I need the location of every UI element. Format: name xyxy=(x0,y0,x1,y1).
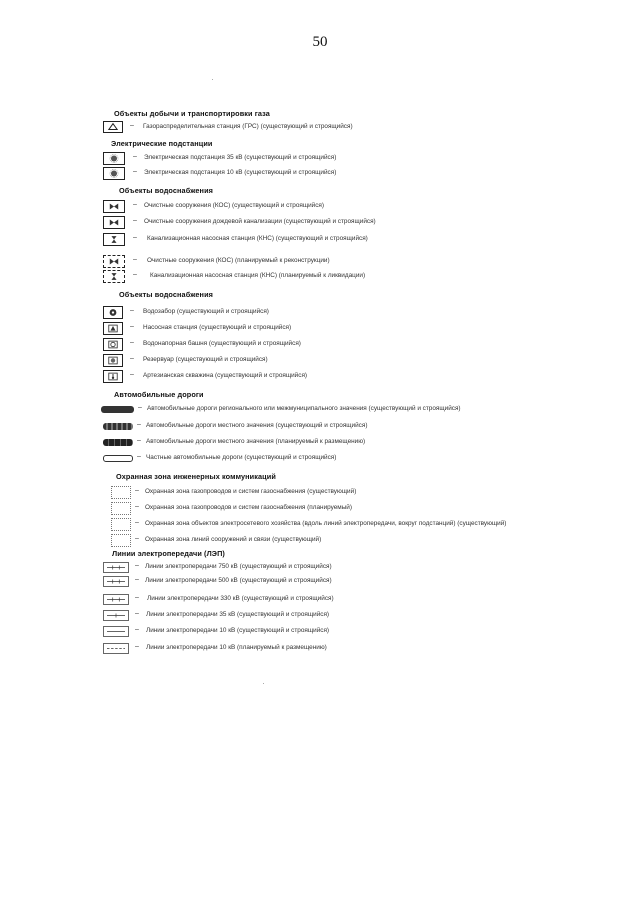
hourglass-icon xyxy=(103,233,125,246)
legend-dash: – xyxy=(138,404,142,411)
legend-dash: – xyxy=(133,201,137,208)
section-title-power-lines: Линии электропередачи (ЛЭП) xyxy=(112,549,225,558)
legend-label: Очистные сооружения (КОС) (планируемый к реконструкции) xyxy=(147,257,330,264)
legend-label: Канализационная насосная станция (КНС) (существующий и строящийся) xyxy=(147,235,368,242)
legend-label: Охранная зона газопроводов и систем газоснабжения (планируемый) xyxy=(145,504,352,511)
legend-label: Автомобильные дороги регионального или межмуниципального значения (существующий и строящийся) xyxy=(147,405,461,412)
power-line-icon xyxy=(103,576,129,587)
zone-dotted-icon xyxy=(111,534,131,547)
legend-label: Газораспределительная станция (ГРС) (существующий и строящийся) xyxy=(143,123,353,130)
legend-label: Охранная зона объектов электросетевого хозяйства (вдоль линий электропередачи, вокруг подстанций) (существующий) xyxy=(145,520,507,527)
legend-dash: – xyxy=(135,626,139,633)
legend-label: Электрическая подстанция 10 кВ (существующий и строящийся) xyxy=(144,169,337,176)
substation-10kv-icon xyxy=(103,167,125,180)
page-number: 50 xyxy=(312,34,328,50)
hourglass-dashed-icon xyxy=(103,270,125,283)
local-road-planned-icon xyxy=(103,439,133,446)
legend-dash: – xyxy=(133,153,137,160)
zone-dotted-icon xyxy=(111,518,131,531)
legend-dash: – xyxy=(133,256,137,263)
legend-label: Охранная зона газопроводов и систем газоснабжения (существующий) xyxy=(145,488,357,495)
legend-dash: – xyxy=(137,453,141,460)
legend-dash: – xyxy=(130,307,134,314)
legend-label: Линии электропередачи 35 кВ (существующий и строящийся) xyxy=(146,611,330,618)
triangle-in-square-icon xyxy=(103,121,123,133)
private-road-icon xyxy=(103,455,133,462)
power-line-icon xyxy=(103,610,129,621)
legend-dash: – xyxy=(135,576,139,583)
bowtie-dashed-icon xyxy=(103,255,125,268)
legend-label: Линии электропередачи 10 кВ (существующий и строящийся) xyxy=(146,627,330,634)
power-line-icon xyxy=(103,562,129,573)
water-tower-icon xyxy=(103,338,123,351)
legend-label: Линии электропередачи 330 кВ (существующий и строящийся) xyxy=(147,595,334,602)
legend-dash: – xyxy=(130,122,134,129)
legend-label: Частные автомобильные дороги (существующий и строящийся) xyxy=(146,454,337,461)
legend-dash: – xyxy=(133,168,137,175)
regional-road-icon xyxy=(101,406,134,413)
legend-dash: – xyxy=(133,217,137,224)
section-title-gas: Объекты добычи и транспортировки газа xyxy=(114,109,270,118)
section-title-water: Объекты водоснабжения xyxy=(119,290,214,299)
legend-label: Линии электропередачи 10 кВ (планируемый к размещению) xyxy=(146,644,327,651)
legend-label: Автомобильные дороги местного значения (планируемый к размещению) xyxy=(146,438,366,445)
scan-speck xyxy=(263,683,264,684)
section-title-sewerage: Объекты водоснабжения xyxy=(119,186,214,195)
legend-dash: – xyxy=(130,355,134,362)
zone-dotted-icon xyxy=(111,502,131,515)
legend-dash: – xyxy=(135,610,139,617)
legend-label: Водонапорная башня (существующий и строящийся) xyxy=(143,340,301,347)
legend-label: Насосная станция (существующий и строящийся) xyxy=(143,324,292,331)
legend-dash: – xyxy=(135,562,139,569)
legend-label: Линии электропередачи 750 кВ (существующий и строящийся) xyxy=(145,563,332,570)
legend-dash: – xyxy=(135,594,139,601)
legend-label: Канализационная насосная станция (КНС) (планируемый к ликвидации) xyxy=(150,272,366,279)
legend-dash: – xyxy=(135,643,139,650)
legend-dash: – xyxy=(135,487,139,494)
reservoir-icon xyxy=(103,354,123,367)
legend-label: Очистные сооружения дождевой канализации (существующий и строящийся) xyxy=(144,218,376,225)
pump-station-icon xyxy=(103,322,123,335)
power-line-icon xyxy=(103,594,129,605)
legend-dash: – xyxy=(137,421,141,428)
local-road-icon xyxy=(103,423,133,430)
section-title-roads: Автомобильные дороги xyxy=(114,390,204,399)
legend-dash: – xyxy=(135,503,139,510)
scan-speck xyxy=(212,79,213,80)
section-title-substations: Электрические подстанции xyxy=(111,139,213,148)
legend-dash: – xyxy=(130,323,134,330)
section-title-zones: Охранная зона инженерных коммуникаций xyxy=(116,472,276,481)
legend-label: Артезианская скважина (существующий и строящийся) xyxy=(143,372,308,379)
legend-label: Очистные сооружения (КОС) (существующий и строящийся) xyxy=(144,202,325,209)
legend-dash: – xyxy=(133,271,137,278)
legend-label: Охранная зона линий сооружений и связи (существующий) xyxy=(145,536,322,543)
legend-dash: – xyxy=(130,339,134,346)
legend-label: Электрическая подстанция 35 кВ (существующий и строящийся) xyxy=(144,154,337,161)
bowtie-icon xyxy=(103,216,125,229)
power-line-icon xyxy=(103,626,129,637)
bowtie-icon xyxy=(103,200,125,213)
legend-label: Автомобильные дороги местного значения (существующий и строящийся) xyxy=(146,422,368,429)
legend-dash: – xyxy=(133,234,137,241)
legend-label: Водозабор (существующий и строящийся) xyxy=(143,308,269,315)
legend-label: Линии электропередачи 500 кВ (существующий и строящийся) xyxy=(145,577,332,584)
zone-dotted-icon xyxy=(111,486,131,499)
artesian-well-icon xyxy=(103,370,123,383)
legend-label: Резервуар (существующий и строящийся) xyxy=(143,356,268,363)
power-line-icon xyxy=(103,643,129,654)
substation-35kv-icon xyxy=(103,152,125,165)
legend-dash: – xyxy=(137,437,141,444)
legend-dash: – xyxy=(130,371,134,378)
legend-dash: – xyxy=(135,519,139,526)
legend-dash: – xyxy=(135,535,139,542)
water-intake-icon xyxy=(103,306,123,319)
